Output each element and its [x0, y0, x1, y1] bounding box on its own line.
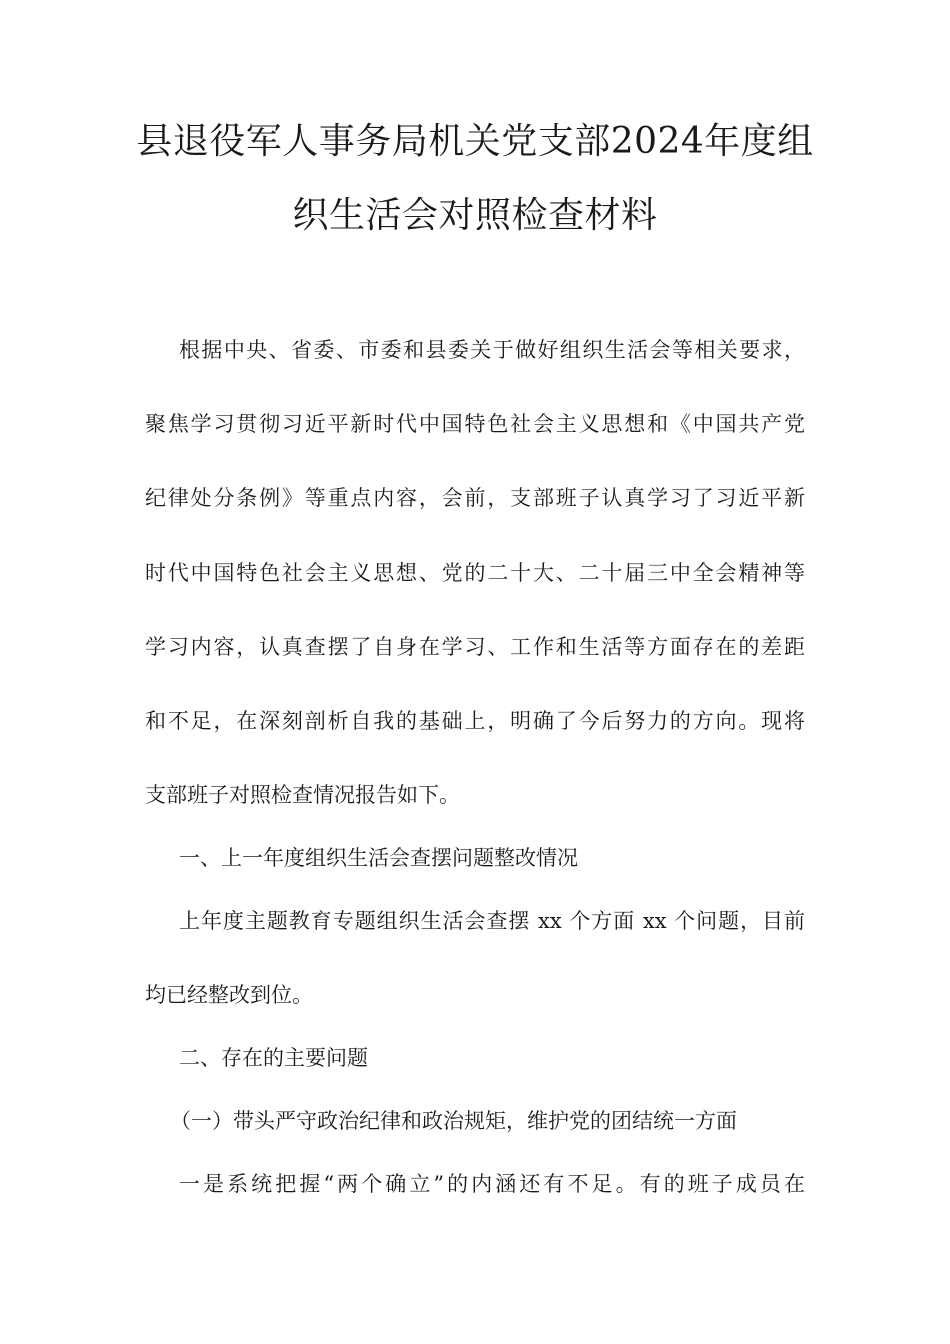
intro-line-5: 学习内容，认真查摆了自身在学习、工作和生活等方面存在的差距 [145, 635, 805, 659]
intro-line-1: 根据中央、省委、市委和县委关于做好组织生活会等相关要求， [179, 338, 805, 362]
intro-line-3: 纪律处分条例》等重点内容，会前，支部班子认真学习了习近平新 [145, 486, 805, 510]
subsection-1-heading: （一）带头严守政治纪律和政治规矩，维护党的团结统一方面 [170, 1109, 737, 1133]
item-1-line-1: 一是系统把握“两个确立”的内涵还有不足。有的班子成员在 [179, 1172, 805, 1196]
document-title-line-1: 县退役军人事务局机关党支部2024年度组 [136, 121, 814, 162]
section-1-line-1: 上年度主题教育专题组织生活会查摆 xx 个方面 xx 个问题，目前 [179, 909, 805, 933]
intro-line-4: 时代中国特色社会主义思想、党的二十大、二十届三中全会精神等 [145, 561, 805, 585]
document-title-line-2: 织生活会对照检查材料 [292, 195, 658, 236]
section-1-line-2: 均已经整改到位。 [145, 983, 313, 1007]
section-2-heading: 二、存在的主要问题 [179, 1046, 368, 1070]
intro-line-2: 聚焦学习贯彻习近平新时代中国特色社会主义思想和《中国共产党 [145, 412, 805, 436]
section-1-heading: 一、上一年度组织生活会查摆问题整改情况 [179, 846, 578, 870]
intro-line-6: 和不足，在深刻剖析自我的基础上，明确了今后努力的方向。现将 [145, 709, 805, 733]
intro-line-7: 支部班子对照检查情况报告如下。 [145, 783, 460, 807]
